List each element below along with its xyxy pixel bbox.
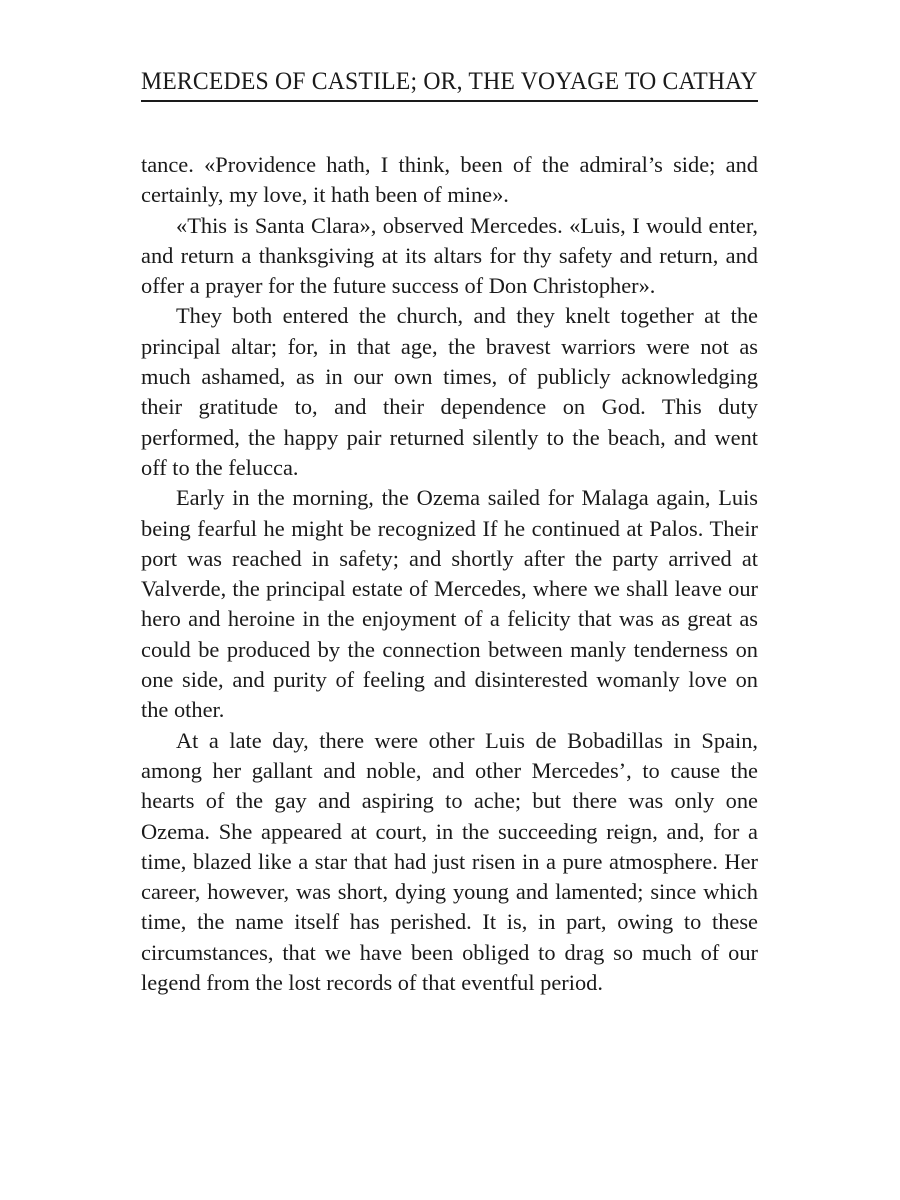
paragraph: tance. «Providence hath, I think, been of the admiral’s side; and certainly, my love, it hath been of mine». — [141, 152, 758, 208]
header-rule — [141, 100, 758, 102]
body-text — [141, 150, 758, 998]
paragraph: They both entered the church, and they knelt together at the principal altar; for, in that age, the bravest warriors were not as much ashamed, as in our own times, of publicly acknowledging their gratitude to, and their dependence on God. This duty performed, the happy pair returned silently to the beach, and went off to the felucca. — [141, 303, 758, 480]
paragraph: At a late day, there were other Luis de Bobadillas in Spain, among her gallant and noble, and other Mercedes’, to cause the hearts of the gay and aspiring to ache; but there was only one Ozema. She appeared at court, in the succeeding reign, and, for a time, blazed like a star that had just risen in a pure atmosphere. Her career, however, was short, dying young and lamented; since which time, the name itself has perished. It is, in part, owing to these circumstances, that we have been obliged to drag so much of our legend from the lost records of that eventful period. — [141, 727, 758, 996]
running-head-title: MERCEDES OF CASTILE; OR, THE VOYAGE TO CATHAY — [141, 66, 758, 95]
paragraph: Early in the morning, the Ozema sailed for Malaga again, Luis being fearful he might be recognized If he continued at Palos. Their port was reached in safety; and shortly after the party arrived at Valverde, the principal estate of Mercedes, where we shall leave our hero and heroine in the enjoyment of a felicity that was as great as could be produced by the connection between manly tenderness on one side, and purity of feeling and disinterested womanly love on the other. — [141, 485, 758, 723]
paragraph: «This is Santa Clara», observed Mercedes. «Luis, I would enter, and return a thanksgiving at its altars for thy safety and return, and offer a prayer for the future success of Don Christopher». — [141, 212, 758, 299]
